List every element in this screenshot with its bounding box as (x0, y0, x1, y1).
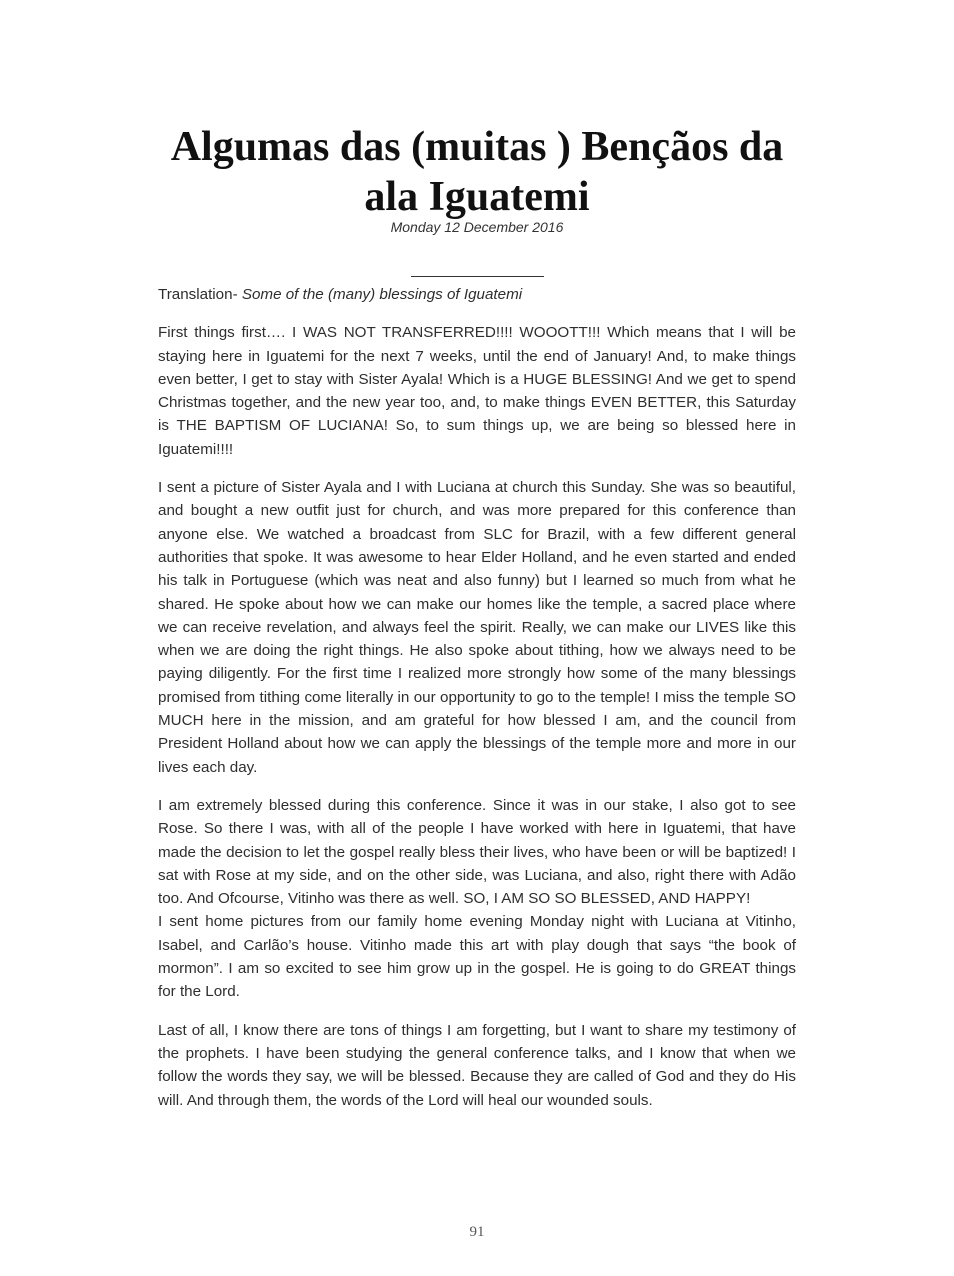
page-title: Algumas das (muitas ) Bençãos da ala Iguatemi (170, 124, 784, 220)
translation-prefix: Translation- (158, 286, 242, 303)
paragraph-conference-broadcast: I sent a picture of Sister Ayala and I with Luciana at church this Sunday. She was so beautiful, and bought a new outfit just for church, and was more prepared for this conference than anyone else. We watched a broadcast from SLC for Brazil, with a few different general authorities that spoke. It was awesome to hear Elder Holland, and he even started and ended his talk in Portuguese (which was neat and also funny) but I learned so much from what he shared. He spoke about how we can make our homes like the temple, a sacred place where we can receive revelation, and always feel the spirit. Really, we can make our LIVES like this when we are doing the right things. He also spoke about tithing, how we always need to be paying diligently. For the first time I realized more strongly how some of the many blessings promised from tithing come literally in our opportunity to go to the temple! I miss the temple SO MUCH here in the mission, and am grateful for how blessed I am, and the council from President Holland about how we can apply the blessings of the temple more and more in our lives each day. (158, 479, 796, 776)
translation-line (158, 283, 796, 306)
paragraph-blessed-conference: I am extremely blessed during this conference. Since it was in our stake, I also got to see Rose. So there I was, with all of the people I have worked with here in Iguatemi, that have made the decision to let the gospel really bless their lives, who have been or will be baptized! I sat with Rose at my side, and on the other side, was Luciana, and also, right there with Adão too. And Ofcourse, Vitinho was there as well. SO, I AM SO SO BLESSED, AND HAPPY! (158, 796, 796, 908)
title-divider (411, 276, 544, 277)
translation-text: Some of the (many) blessings of Iguatemi (241, 286, 523, 303)
post-date: Monday 12 December 2016 (390, 219, 564, 235)
paragraph-transfer-news: First things first…. I WAS NOT TRANSFERRED!!!! WOOOTT!!! Which means that I will be staying here in Iguatemi for the next 7 weeks, until the end of January! And, to make things even better, I get to stay with Sister Ayala! Which is a HUGE BLESSING! And we get to spend Christmas together, and the new year too, and, to make things EVEN BETTER, this Saturday is THE BAPTISM OF LUCIANA! So, to sum things up, we are being so blessed here in Iguatemi!!!! (158, 324, 796, 458)
paragraph-testimony: Last of all, I know there are tons of things I am forgetting, but I want to share my testimony of the prophets. I have been studying the general conference talks, and I know that when we follow the words they say, we will be blessed. Because they are called of God and they do His will. And through them, the words of the Lord will heal our wounded souls. (158, 1021, 796, 1109)
article-body (158, 283, 796, 1127)
paragraph-family-home-evening: I sent home pictures from our family home evening Monday night with Luciana at Vitinho, Isabel, and Carlão’s house. Vitinho made this art with play dough that says “the book of mormon”. I am so excited to see him grow up in the gospel. He is going to do GREAT things for the Lord. (158, 913, 796, 1001)
page-number: 91 (469, 1224, 485, 1240)
